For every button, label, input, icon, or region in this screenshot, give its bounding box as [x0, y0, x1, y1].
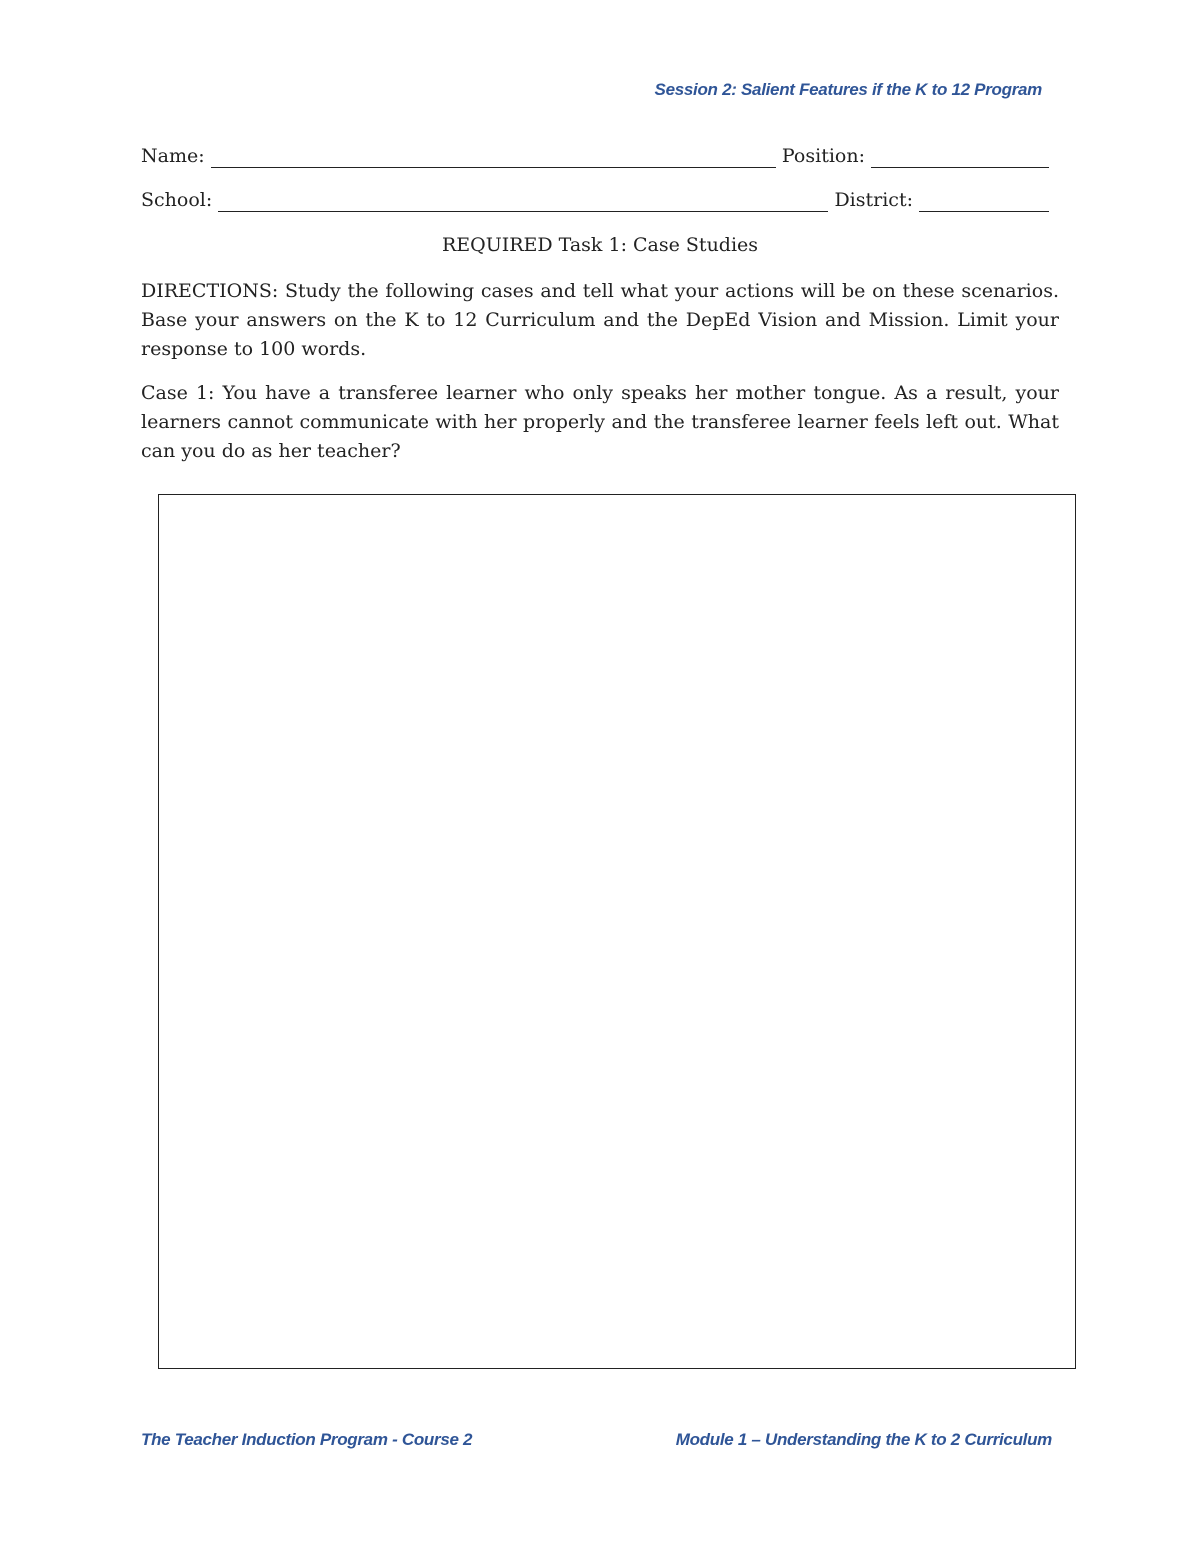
footer-program: The Teacher Induction Program - Course 2 [141, 1430, 473, 1449]
name-field[interactable] [211, 145, 776, 168]
position-field[interactable] [871, 145, 1049, 168]
footer-module: Module 1 – Understanding the K to 2 Curriculum [675, 1430, 1052, 1449]
directions-paragraph: DIRECTIONS: Study the following cases and tell what your actions will be on these scenarios. Base your answers on the K to 12 Curriculum and the DepEd Vision and Mission. Limit your response to 100 words. [141, 280, 1059, 360]
school-district-row [141, 188, 1049, 212]
name-label: Name: [141, 145, 205, 167]
school-label: School: [141, 189, 213, 211]
school-field[interactable] [218, 189, 828, 212]
session-header: Session 2: Salient Features if the K to 12 Program [654, 80, 1042, 99]
answer-box[interactable] [158, 494, 1076, 1369]
position-label: Position: [781, 145, 865, 167]
case-1-paragraph: Case 1: You have a transferee learner who only speaks her mother tongue. As a result, your learners cannot communicate with her properly and the transferee learner feels left out. What can you do as her teacher? [141, 382, 1059, 462]
district-field[interactable] [919, 189, 1049, 212]
district-label: District: [834, 189, 913, 211]
name-position-row [141, 144, 1049, 168]
task-title: REQUIRED Task 1: Case Studies [441, 234, 759, 256]
